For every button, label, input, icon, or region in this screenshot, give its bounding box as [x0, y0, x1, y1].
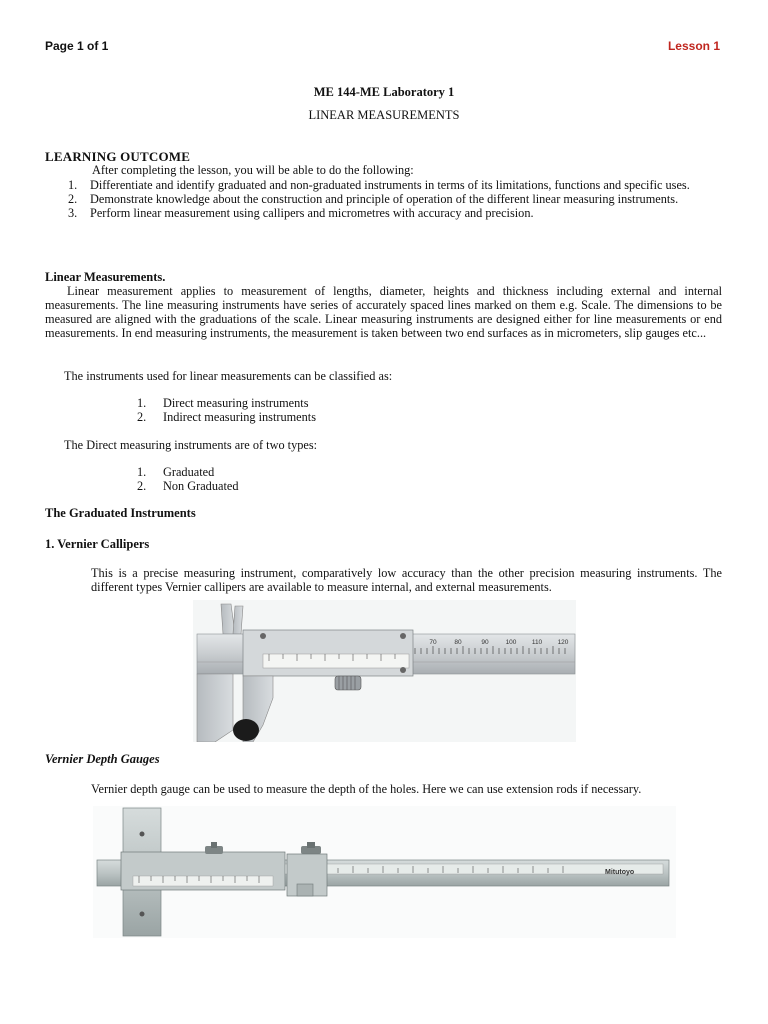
- linear-paragraph: Linear measurement applies to measurement of lengths, diameter, heights and thickness including external and internal measurements. The line measuring instruments have series of accurately spaced lines marked on them e.g. Scale. The dimensions to be measured are aligned with the graduations of the scale. Linear measuring instruments are designed either for line measurements or end measurements. In end measuring instruments, the measurement is taken between two end surfaces as in micrometers, slip gauges etc...: [45, 284, 722, 340]
- vernier-caliper-image: [193, 600, 576, 742]
- learning-outcome-list: [68, 178, 722, 220]
- course-title: ME 144-ME Laboratory 1: [313, 85, 455, 99]
- types-intro: The Direct measuring instruments are of two types:: [64, 438, 318, 452]
- list-item: 1. Graduated: [137, 465, 215, 479]
- depth-gauges-text: Vernier depth gauge can be used to measure the depth of the holes. Here we can use extension rods if necessary.: [91, 782, 642, 796]
- list-item: 2. Non Graduated: [137, 479, 239, 493]
- learning-outcome-heading: LEARNING OUTCOME: [45, 149, 191, 164]
- vernier-callipers-heading: 1. Vernier Callipers: [45, 537, 150, 551]
- classified-list: [137, 396, 316, 424]
- brand-label: Mitutoyo: [605, 869, 635, 876]
- scale-number: 90: [481, 639, 489, 646]
- page-indicator: Page 1 of 1: [45, 39, 109, 53]
- list-item: 2. Demonstrate knowledge about the construction and principle of operation of the different linear measuring instruments.: [68, 192, 679, 206]
- list-item: 2. Indirect measuring instruments: [137, 410, 316, 424]
- classified-intro: The instruments used for linear measurements can be classified as:: [64, 369, 393, 383]
- list-item: 1. Differentiate and identify graduated and non-graduated instruments in terms of its limitations, functions and specific uses.: [68, 178, 690, 192]
- scale-number: 70: [429, 639, 437, 646]
- graduated-heading: The Graduated Instruments: [45, 506, 196, 520]
- depth-gauges-heading: Vernier Depth Gauges: [45, 752, 160, 766]
- topic-title: LINEAR MEASUREMENTS: [308, 108, 460, 122]
- scale-number: 120: [557, 639, 569, 646]
- list-item: 1. Direct measuring instruments: [137, 396, 309, 410]
- scale-number: 100: [505, 639, 517, 646]
- types-list: [137, 465, 238, 493]
- learning-outcome-intro: After completing the lesson, you will be able to do the following:: [92, 163, 414, 177]
- vernier-caliper-drawing: [193, 600, 576, 742]
- scale-number: 80: [454, 639, 462, 646]
- vernier-callipers-text: This is a precise measuring instrument, comparatively low accuracy than the other precision measuring instruments. The different types Vernier callipers are available to measure internal, and external measurements.: [91, 566, 722, 594]
- depth-gauge-drawing: [93, 806, 676, 938]
- lesson-label: Lesson 1: [667, 39, 720, 53]
- scale-number: 110: [531, 639, 543, 646]
- list-item: 3. Perform linear measurement using callipers and micrometres with accuracy and precision.: [68, 206, 534, 220]
- linear-measurements-heading: Linear Measurements.: [45, 270, 166, 284]
- depth-gauge-image: [93, 806, 676, 938]
